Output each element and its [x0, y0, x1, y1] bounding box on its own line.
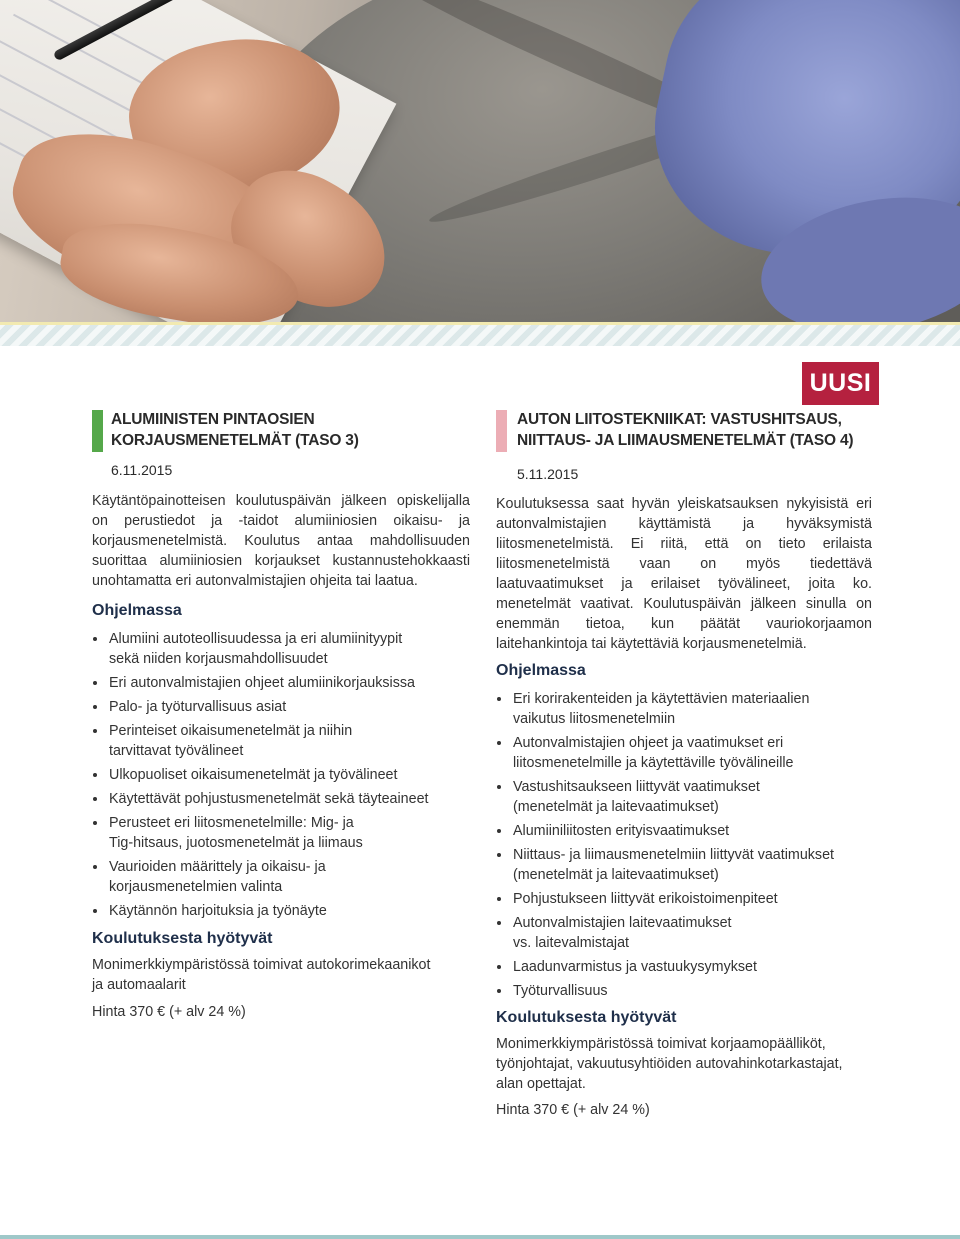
left-title-line1: ALUMIINISTEN PINTAOSIEN — [111, 411, 315, 428]
left-program-item — [92, 813, 470, 853]
right-program-item-line2: vaikutus liitosmenetelmiin — [513, 711, 676, 727]
left-program-item-line1: Vaurioiden määrittely ja oikaisu- ja — [109, 859, 326, 875]
left-benefit-heading: Koulutuksesta hyötyvät — [92, 930, 273, 947]
right-program-item-line1: Autonvalmistajien laitevaatimukset — [513, 915, 732, 931]
left-benefit-line1: Monimerkkiympäristössä toimivat autokorimekaanikot — [92, 957, 431, 973]
right-program-item — [496, 845, 872, 885]
right-title-accent-bar — [496, 410, 507, 452]
right-price: Hinta 370 € (+ alv 24 %) — [496, 1102, 650, 1118]
left-benefit-line2: ja automaalarit — [92, 977, 186, 993]
left-price: Hinta 370 € (+ alv 24 %) — [92, 1004, 246, 1020]
right-program-item — [496, 957, 872, 977]
left-intro-text: Käytäntöpainotteisen koulutuspäivän jälkeen opiskelijalla on perustiedot ja -taidot alumiiniosien oikaisu- ja korjausmenetelmistä. Koulutus antaa mahdollisuuden suorittaa alumiiniosien korjaukset kustannustehokkaasti unohtamatta eri autonvalmistajien ohjeita tai laatua. — [92, 493, 470, 589]
right-program-item-line2: (menetelmät ja laitevaatimukset) — [513, 867, 719, 883]
right-program-item — [496, 821, 872, 841]
left-course-date: 6.11.2015 — [111, 462, 173, 478]
right-benefit-heading: Koulutuksesta hyötyvät — [496, 1009, 677, 1026]
right-program-item — [496, 981, 872, 1001]
right-program-heading: Ohjelmassa — [496, 662, 586, 679]
decorative-stripe — [0, 322, 960, 346]
left-program-item — [92, 721, 470, 761]
left-program-item-line1: Eri autonvalmistajien ohjeet alumiinikorjauksissa — [109, 675, 415, 691]
right-title-line2: NIITTAUS- JA LIIMAUSMENETELMÄT (TASO 4) — [517, 432, 854, 449]
right-benefit-line3: alan opettajat. — [496, 1076, 586, 1092]
right-benefit-line2: työnjohtajat, vakuutusyhtiöiden autovahinkotarkastajat, — [496, 1056, 843, 1072]
right-course-title — [517, 409, 877, 451]
left-program-item-line2: tarvittavat työvälineet — [109, 743, 244, 759]
right-program-item — [496, 913, 872, 953]
right-program-item-line2: vs. laitevalmistajat — [513, 935, 630, 951]
left-program-item — [92, 673, 470, 693]
right-program-item — [496, 889, 872, 909]
right-title-line1: AUTON LIITOSTEKNIIKAT: VASTUSHITSAUS, — [517, 411, 842, 428]
right-program-item-line2: (menetelmät ja laitevaatimukset) — [513, 799, 719, 815]
left-course-title — [111, 409, 411, 451]
right-program-item — [496, 733, 872, 773]
left-program-item-line1: Alumiini autoteollisuudessa ja eri alumiinityypit — [109, 631, 403, 647]
right-program-item-line1: Autonvalmistajien ohjeet ja vaatimukset eri — [513, 735, 784, 751]
left-title-line2: KORJAUSMENETELMÄT (TASO 3) — [111, 432, 359, 449]
right-program-item-line1: Eri korirakenteiden ja käytettävien materiaalien — [513, 691, 810, 707]
right-program-item — [496, 777, 872, 817]
right-intro-text: Koulutuksessa saat hyvän yleiskatsauksen nykyisistä eri autonvalmistajien käyttämistä ja hyväksymistä liitosmenetelmistä. Ei riitä, että on tieto erilaista liitosmenetelmistä vaan on myös tiedettävä laatuvaatimukset ja erilaiset työvälineet, joita ko. menetelmät vaativat. Koulutuspäivän jälkeen sinulla on enemmän tietoa, kun päätät vauriokorjaamon laitehankintoja tai käytettäviä korjausmenetelmiä. — [496, 496, 872, 652]
hero-photo — [0, 0, 960, 322]
left-program-item-line1: Käytettävät pohjustusmenetelmät sekä täyteaineet — [109, 791, 429, 807]
bottom-decorative-strip — [0, 1235, 960, 1239]
right-program-item-line1: Vastushitsaukseen liittyvät vaatimukset — [513, 779, 760, 795]
left-benefit-text — [92, 955, 470, 995]
right-program-item-line1: Alumiiniliitosten erityisvaatimukset — [513, 823, 730, 839]
left-program-item-line1: Perusteet eri liitosmenetelmille: Mig- ja — [109, 815, 354, 831]
right-program-item-line1: Laadunvarmistus ja vastuukysymykset — [513, 959, 757, 975]
left-program-item-line1: Käytännön harjoituksia ja työnäyte — [109, 903, 327, 919]
left-program-item — [92, 765, 470, 785]
right-program-item-line1: Niittaus- ja liimausmenetelmiin liittyvät vaatimukset — [513, 847, 834, 863]
new-badge: UUSI — [802, 362, 879, 405]
right-benefit-text — [496, 1034, 876, 1094]
right-program-list — [496, 689, 872, 1005]
right-program-item-line1: Pohjustukseen liittyvät erikoistoimenpiteet — [513, 891, 778, 907]
left-program-item-line2: korjausmenetelmien valinta — [109, 879, 283, 895]
left-program-item — [92, 789, 470, 809]
right-program-item-line2: liitosmenetelmille ja käytettäville työvälineille — [513, 755, 794, 771]
left-program-item — [92, 629, 470, 669]
left-program-item — [92, 901, 470, 921]
left-program-item-line2: sekä niiden korjausmahdollisuudet — [109, 651, 328, 667]
left-program-list — [92, 629, 470, 925]
left-program-item-line1: Palo- ja työturvallisuus asiat — [109, 699, 287, 715]
left-title-accent-bar — [92, 410, 103, 452]
right-program-item — [496, 689, 872, 729]
left-program-item — [92, 697, 470, 717]
decorative-stripe-edge — [0, 322, 960, 325]
right-program-item-line1: Työturvallisuus — [513, 983, 608, 999]
right-benefit-line1: Monimerkkiympäristössä toimivat korjaamopäälliköt, — [496, 1036, 826, 1052]
left-program-heading: Ohjelmassa — [92, 602, 182, 619]
left-program-item-line1: Perinteiset oikaisumenetelmät ja niihin — [109, 723, 353, 739]
left-program-item-line2: Tig-hitsaus, juotosmenetelmät ja liimaus — [109, 835, 363, 851]
right-course-date: 5.11.2015 — [517, 466, 579, 482]
left-program-item-line1: Ulkopuoliset oikaisumenetelmät ja työvälineet — [109, 767, 398, 783]
left-program-item — [92, 857, 470, 897]
